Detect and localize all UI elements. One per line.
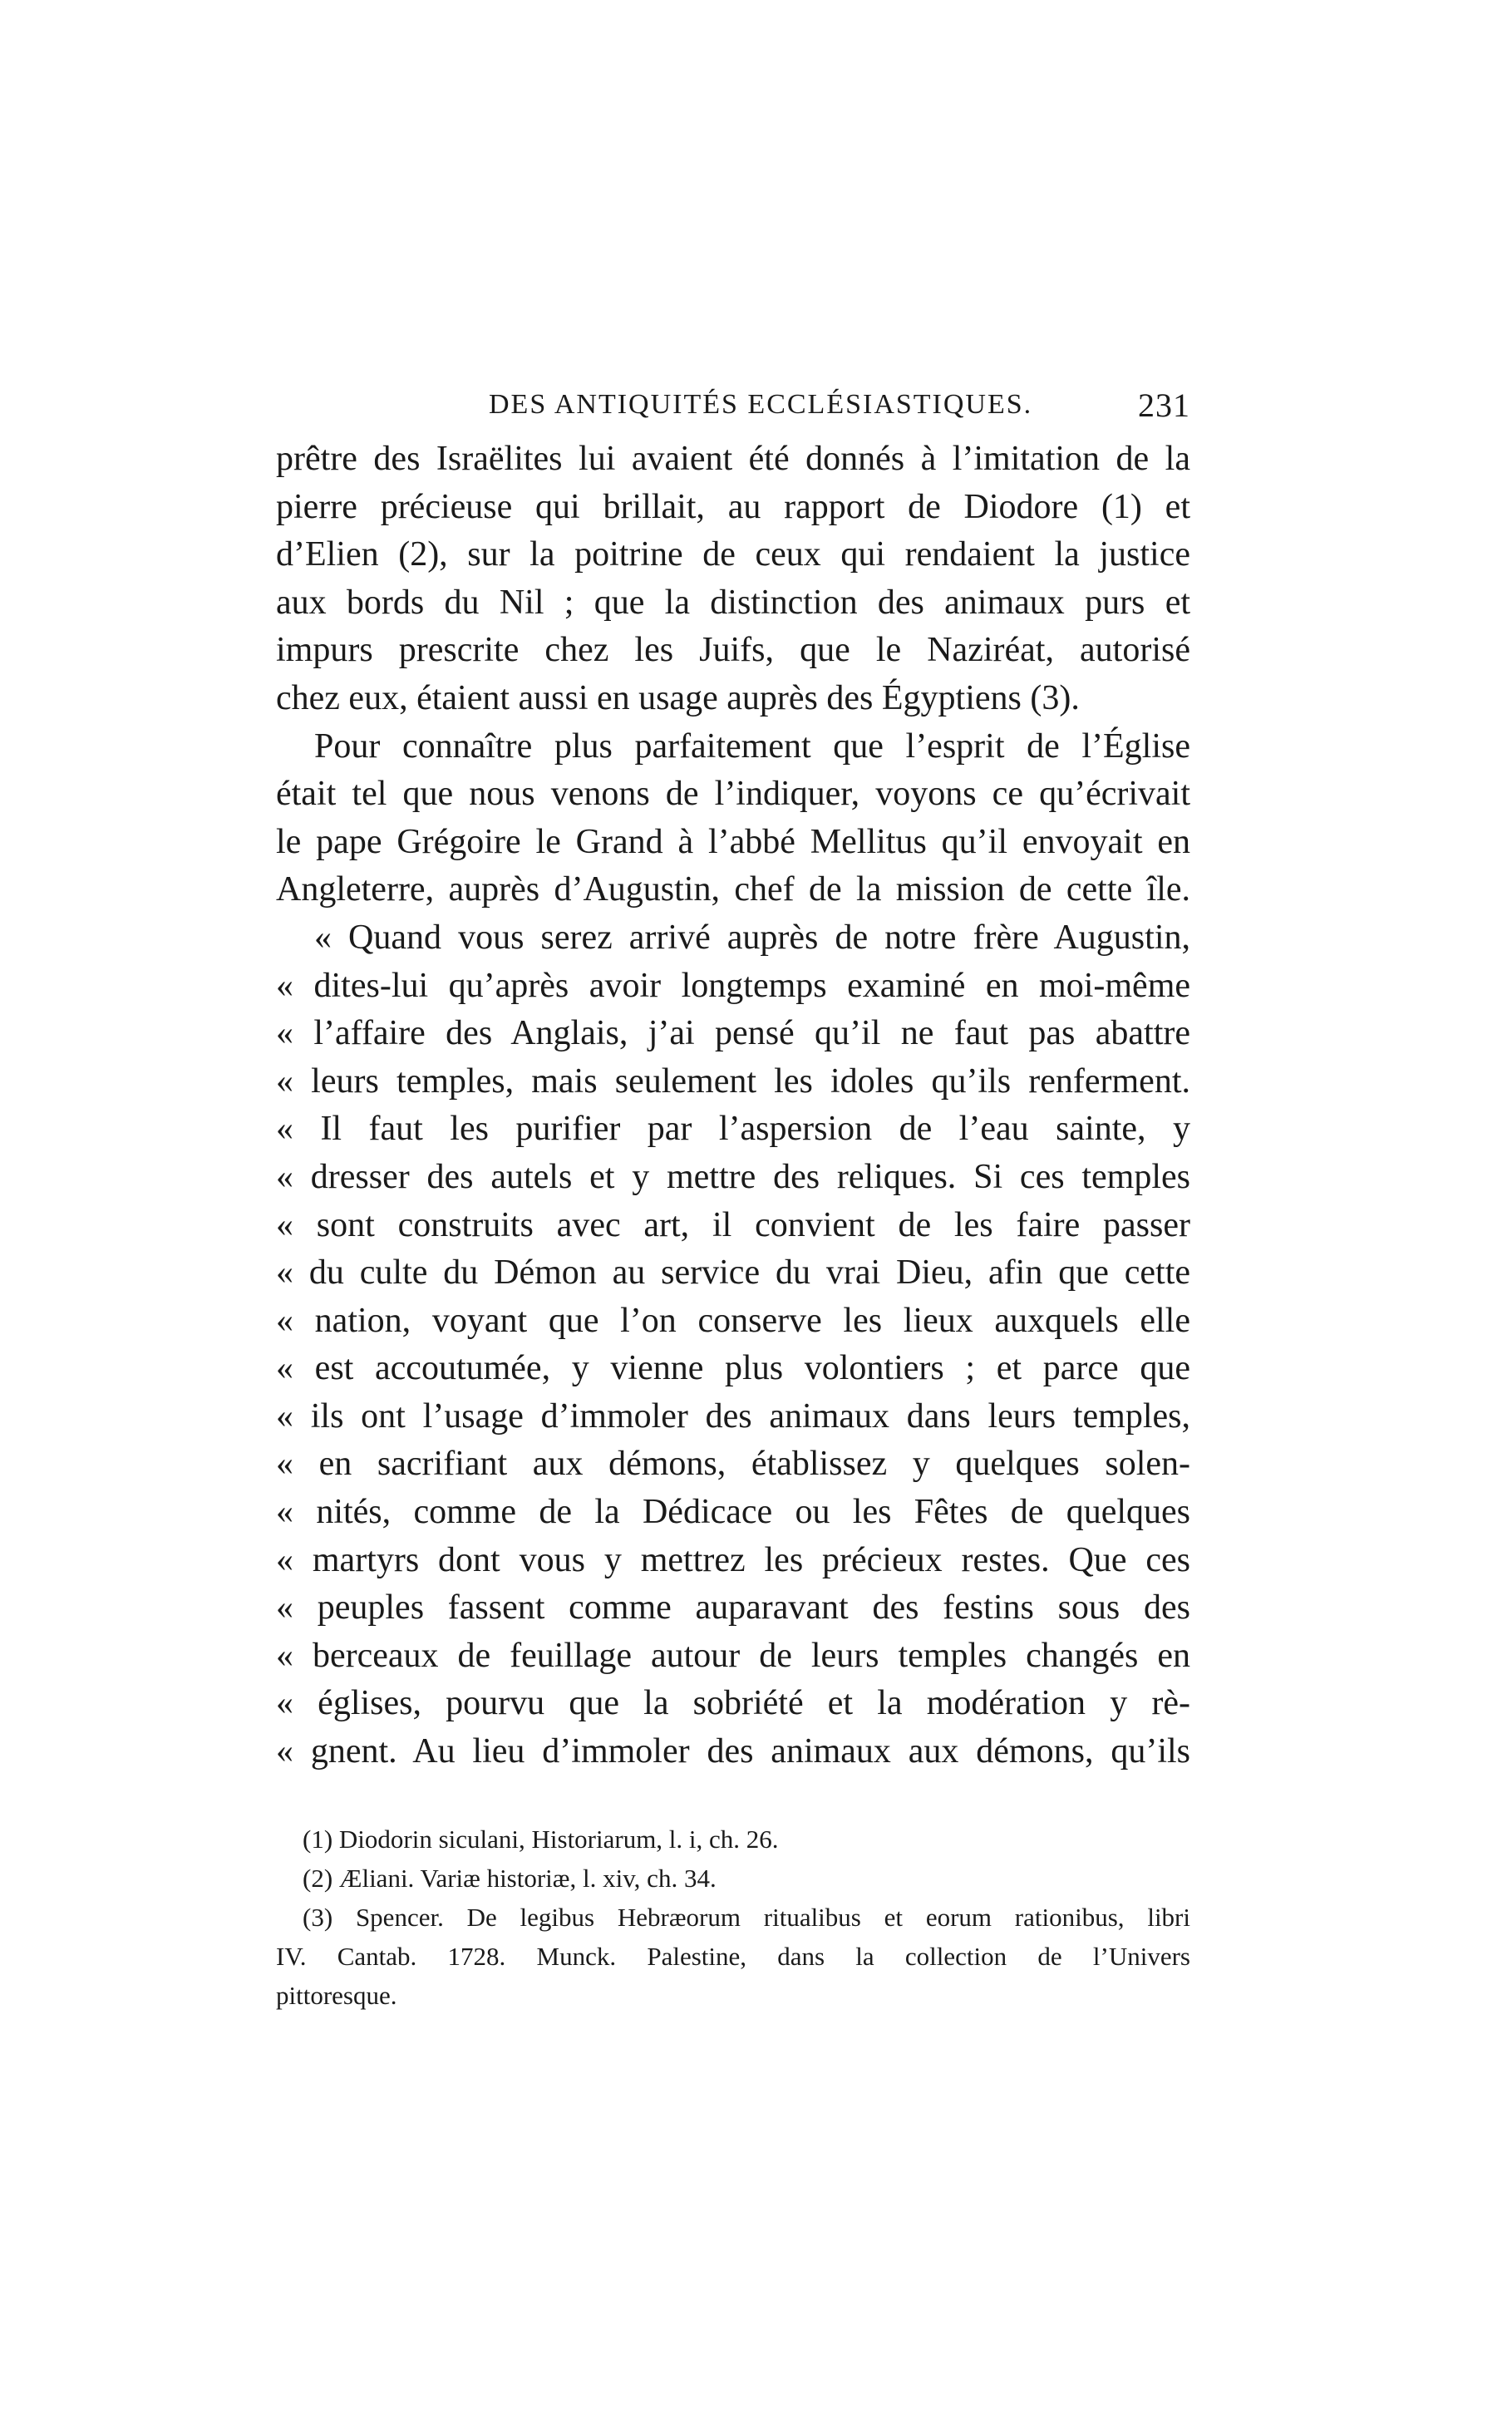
- quote-line: « est accoutumée, y vienne plus volontiers ; et parce que: [276, 1349, 1190, 1388]
- footnotes: [276, 1820, 1190, 2015]
- text-line: pierre précieuse qui brillait, au rapport de Diodore (1) et: [276, 487, 1190, 526]
- quote-line: « nités, comme de la Dédicace ou les Fêtes de quelques: [276, 1493, 1190, 1532]
- text-line: aux bords du Nil ; que la distinction des animaux purs et: [276, 583, 1190, 622]
- footnote-3: (3) Spencer. De legibus Hebræorum ritualibus et eorum rationibus, libri: [303, 1902, 1190, 1932]
- page-number: 231: [1138, 387, 1190, 424]
- footnote-3-end: pittoresque.: [276, 1980, 397, 2010]
- quote-line: « peuples fassent comme auparavant des festins sous des: [276, 1588, 1190, 1628]
- quote-line: « l’affaire des Anglais, j’ai pensé qu’il ne faut pas abattre: [276, 1014, 1190, 1053]
- text-line: Pour connaître plus parfaitement que l’esprit de l’Église: [314, 726, 1190, 766]
- text-line: le pape Grégoire le Grand à l’abbé Mellitus qu’il envoyait en: [276, 822, 1190, 861]
- book-page: [276, 382, 1190, 2015]
- quote-line: « en sacrifiant aux démons, établissez y quelques solen-: [276, 1445, 1190, 1484]
- text-line: était tel que nous venons de l’indiquer, voyons ce qu’écrivait: [276, 775, 1190, 814]
- quote-line: « leurs temples, mais seulement les idoles qu’ils renferment.: [276, 1061, 1190, 1101]
- footnote-1: (1) Diodorin siculani, Historiarum, l. i, ch. 26.: [303, 1824, 779, 1854]
- quote-line: « Quand vous serez arrivé auprès de notre frère Augustin,: [314, 918, 1190, 957]
- footnote-3-continued: IV. Cantab. 1728. Munck. Palestine, dans la collection de l’Univers: [276, 1941, 1190, 1971]
- quote-line: « berceaux de feuillage autour de leurs temples changés en: [276, 1636, 1190, 1675]
- quote-line: « ils ont l’usage d’immoler des animaux dans leurs temples,: [276, 1396, 1190, 1436]
- quote-line: « gnent. Au lieu d’immoler des animaux aux démons, qu’ils: [276, 1732, 1190, 1771]
- text-line: impurs prescrite chez les Juifs, que le Naziréat, autorisé: [276, 631, 1190, 670]
- quote-line: « martyrs dont vous y mettrez les précieux restes. Que ces: [276, 1540, 1190, 1579]
- quote-line: « dites-lui qu’après avoir longtemps examiné en moi-même: [276, 966, 1190, 1005]
- text-line: prêtre des Israëlites lui avaient été donnés à l’imitation de la: [276, 440, 1190, 478]
- body-text: [276, 436, 1190, 1776]
- quote-line: « dresser des autels et y mettre des reliques. Si ces temples: [276, 1157, 1190, 1196]
- quote-line: « églises, pourvu que la sobriété et la modération y rè-: [276, 1684, 1190, 1723]
- quote-line: « du culte du Démon au service du vrai Dieu, afin que cette: [276, 1253, 1190, 1293]
- running-head: [276, 382, 1190, 432]
- running-title: DES ANTIQUITÉS ECCLÉSIASTIQUES.: [489, 389, 1033, 420]
- footnote-2: (2) Æliani. Variæ historiæ, l. xiv, ch. 34.: [303, 1863, 717, 1893]
- quote-line: « nation, voyant que l’on conserve les lieux auxquels elle: [276, 1301, 1190, 1340]
- text-line: chez eux, étaient aussi en usage auprès des Égyptiens (3).: [276, 678, 1080, 717]
- text-line: d’Elien (2), sur la poitrine de ceux qui rendaient la justice: [276, 535, 1190, 574]
- text-line: Angleterre, auprès d’Augustin, chef de la mission de cette île.: [276, 870, 1190, 909]
- quote-line: « Il faut les purifier par l’aspersion de l’eau sainte, y: [276, 1110, 1190, 1149]
- quote-line: « sont construits avec art, il convient de les faire passer: [276, 1205, 1190, 1244]
